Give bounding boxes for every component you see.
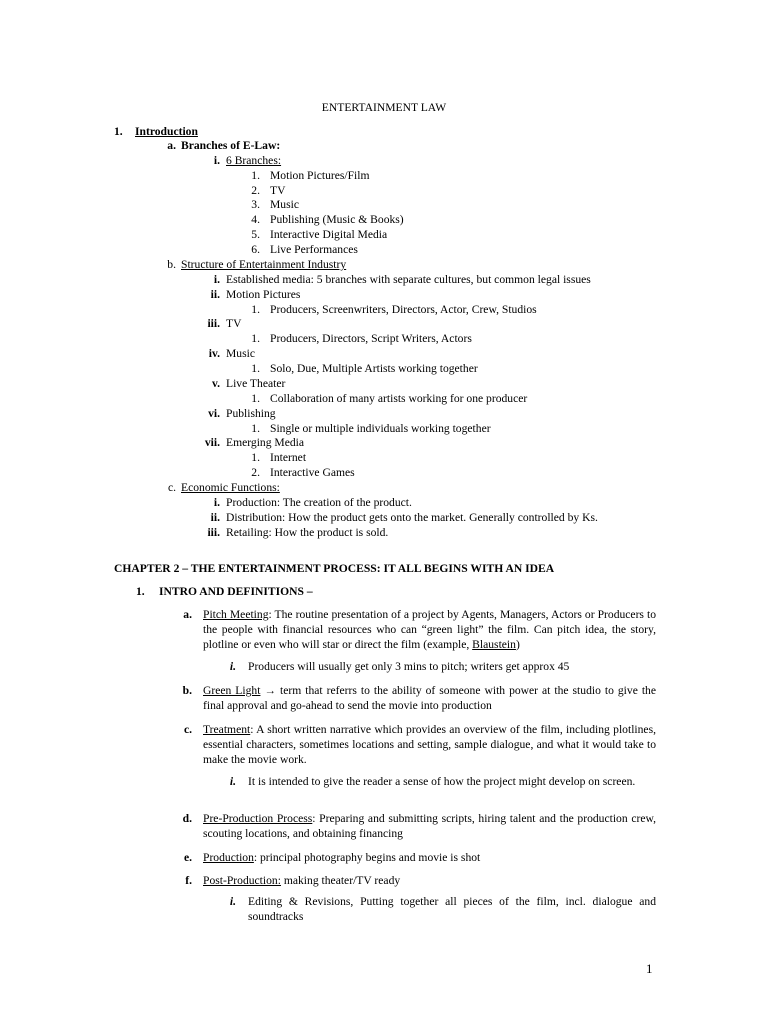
section-number: 1. [114,125,123,138]
term: Pitch Meeting [203,608,269,621]
list-marker: 1. [251,451,260,464]
list-item-text: Single or multiple individuals working together [270,422,491,435]
list-marker: i. [213,496,220,509]
list-marker: d. [182,812,192,825]
subsection-heading: Branches of E-Law: [181,139,281,152]
subsection-heading: Structure of Entertainment Industry [181,258,347,271]
subsection-heading: Economic Functions: [181,481,280,494]
list-item-text: Live Theater [226,377,286,390]
definition-production: Production: principal photography begins and movie is shot [203,851,481,864]
chapter-heading: CHAPTER 2 – THE ENTERTAINMENT PROCESS: IT ALL BEGINS WITH AN IDEA [114,562,555,575]
list-item-text: Solo, Due, Multiple Artists working together [270,362,478,375]
list-item-text: Editing & Revisions, Putting together all pieces of the film, incl. dialogue and soundtracks [248,895,656,923]
list-marker: i. [213,273,220,286]
section-heading: INTRO AND DEFINITIONS – [159,585,313,598]
list-marker: a. [183,608,192,621]
list-marker: 2. [251,466,260,479]
list-item-text: Publishing (Music & Books) [270,213,404,226]
list-marker: c. [167,481,176,494]
list-item-text: Established media: 5 branches with separate cultures, but common legal issues [226,273,591,286]
section-heading: Introduction [135,125,198,138]
definition-treatment: Treatment: A short written narrative which provides an overview of the film, including plotlines, essential characters, sometimes locations and setting, sample dialogue, and what it would take to make the movie work. [203,723,656,766]
list-marker: 2. [251,184,260,197]
list-marker: 1. [251,422,260,435]
list-item-text: Producers will usually get only 3 mins to pitch; writers get approx 45 [248,660,570,673]
list-marker: e. [183,851,192,864]
list-marker: f. [185,874,192,887]
list-marker: 5. [251,228,260,241]
list-marker: i. [213,154,220,167]
list-item-text: Publishing [226,407,276,420]
term: Green Light [203,684,261,697]
list-marker: 1. [251,392,260,405]
list-marker: 6. [251,243,260,256]
page-number: 1 [646,961,653,976]
list-item-text: Retailing: How the product is sold. [226,526,389,539]
list-marker: 1. [251,303,260,316]
list-item-text: Production: The creation of the product. [226,496,412,509]
definition-green-light: Green Light → term that referrs to the ability of someone with power at the studio to give the final approval and go-ahead to send the movie into production [203,684,656,712]
list-item-text: Distribution: How the product gets onto the market. Generally controlled by Ks. [226,511,598,524]
list-item-text: Interactive Games [270,466,355,479]
list-marker: vi. [208,407,220,420]
list-item-text: Producers, Directors, Script Writers, Actors [270,332,472,345]
list-item-text: Interactive Digital Media [270,228,388,241]
list-marker: iii. [207,317,220,330]
term: Production [203,851,254,864]
list-marker: 1. [251,169,260,182]
definition-post-production: Post-Production: making theater/TV ready [203,874,401,887]
document-title: ENTERTAINMENT LAW [321,101,447,114]
list-item-text: Producers, Screenwriters, Directors, Actor, Crew, Studios [270,303,537,316]
term: Treatment [203,723,251,736]
term: Post-Production: [203,874,281,887]
list-item-text: Music [270,198,299,211]
list-marker: i. [229,895,236,908]
list-item-text: Collaboration of many artists working for one producer [270,392,528,405]
list-marker: i. [229,775,236,788]
term: Pre-Production Process [203,812,313,825]
list-item-text: Motion Pictures [226,288,301,301]
case-reference: Blaustein [472,637,516,651]
definition-pre-production: Pre-Production Process: Preparing and submitting scripts, hiring talent and the production crew, scouting locations, and obtaining financing [203,812,656,840]
list-item-text: 6 Branches: [226,154,282,167]
list-marker: c. [183,723,192,736]
list-marker: 1. [251,362,260,375]
list-item-text: Live Performances [270,243,358,256]
list-marker: v. [211,377,220,390]
definition-pitch-meeting: Pitch Meeting: The routine presentation of a project by Agents, Managers, Actors or Producers to the people with financial resources who can “green light” the film. Can pitch idea, the story, plotline or even who will star or direct the film (example, Blaustein) [203,608,656,651]
list-marker: 1. [251,332,260,345]
list-item-text: Internet [270,451,307,464]
list-marker: ii. [210,511,220,524]
list-marker: ii. [210,288,220,301]
list-item-text: TV [226,317,242,330]
section-number: 1. [136,585,145,598]
list-marker: vii. [204,436,220,449]
list-marker: b. [167,258,176,271]
list-item-text: Music [226,347,255,360]
list-marker: 3. [251,198,260,211]
list-marker: 4. [251,213,260,226]
list-item-text: It is intended to give the reader a sense of how the project might develop on screen. [248,775,636,788]
list-marker: iv. [208,347,220,360]
list-marker: iii. [207,526,220,539]
list-item-text: TV [270,184,286,197]
list-marker: a. [167,139,176,152]
list-marker: b. [182,684,192,697]
list-item-text: Emerging Media [226,436,305,449]
list-marker: i. [229,660,236,673]
list-item-text: Motion Pictures/Film [270,169,370,182]
